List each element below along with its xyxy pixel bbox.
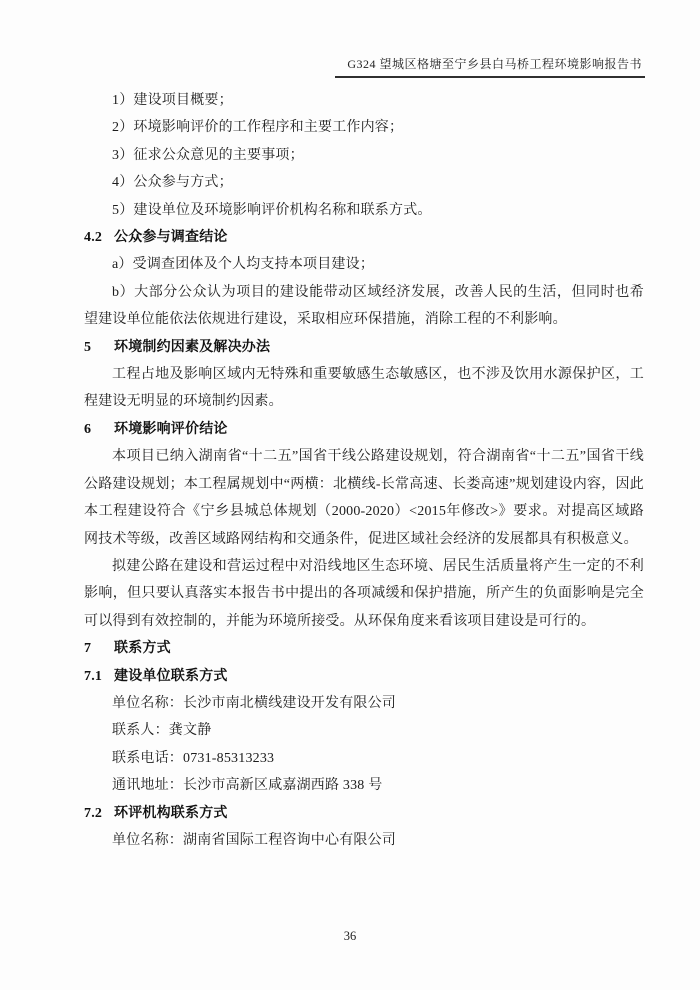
contact-unit-name: 单位名称：长沙市南北横线建设开发有限公司 xyxy=(112,695,396,711)
list-item-5: 5）建设单位及环境影响评价机构名称和联系方式。 xyxy=(112,202,432,218)
contact-person: 联系人：龚文静 xyxy=(112,723,212,739)
conclusion-item-a: a）受调查团体及个人均支持本项目建设； xyxy=(112,257,375,273)
section-5-paragraph: 工程占地及影响区域内无特殊和重要敏感生态敏感区，也不涉及饮用水源保护区，工程建设无明显的环境制约因素。 xyxy=(84,367,644,410)
page-header xyxy=(0,55,645,78)
section-5-title: 环境制约因素及解决办法 xyxy=(114,339,271,355)
contact-address: 通讯地址：长沙市高新区咸嘉湖西路 338 号 xyxy=(112,778,383,794)
list-item-3: 3）征求公众意见的主要事项； xyxy=(112,147,304,163)
list-item-4: 4）公众参与方式； xyxy=(112,175,233,191)
list-item-1: 1）建设项目概要； xyxy=(112,93,233,108)
section-7-2-heading xyxy=(84,800,644,827)
section-7-number: 7 xyxy=(84,641,92,657)
contact-phone: 联系电话：0731-85313233 xyxy=(112,750,275,766)
section-7-1-heading xyxy=(84,663,644,690)
section-6-paragraph-1: 本项目已纳入湖南省“十二五”国省干线公路建设规划，符合湖南省“十二五”国省干线公路建设规划；本工程属规划中“两横：北横线-长常高速、长娄高速”规划建设内容，因此本工程建设符合《宁乡县城总体规划（2000-2020）<2015年修改>》要求。对提高区域路网技术等级，改善区域路网结构和交通条件，促进区域社会经济的发展都具有积极意义。 xyxy=(84,449,644,547)
section-7-2-title: 环评机构联系方式 xyxy=(114,805,228,821)
section-6-title: 环境影响评价结论 xyxy=(114,421,228,437)
section-6-heading xyxy=(84,416,644,443)
section-6-paragraph-2: 拟建公路在建设和营运过程中对沿线地区生态环境、居民生活质量将产生一定的不利影响，但只要认真落实本报告书中提出的各项减缓和保护措施，所产生的负面影响是完全可以得到有效控制的，并能为环境所接受。从环保角度来看该项目建设是可行的。 xyxy=(84,558,644,629)
list-item-2: 2）环境影响评价的工作程序和主要工作内容； xyxy=(112,120,404,136)
running-head-title: G324 望城区格塘至宁乡县白马桥工程环境影响报告书 xyxy=(335,55,645,78)
section-4-2-title: 公众参与调查结论 xyxy=(114,230,228,246)
section-7-title: 联系方式 xyxy=(114,641,171,657)
section-7-1-number: 7.1 xyxy=(84,668,103,684)
document-body xyxy=(84,87,644,854)
section-7-heading xyxy=(84,635,644,662)
conclusion-item-b: b）大部分公众认为项目的建设能带动区域经济发展，改善人民的生活，但同时也希望建设单位能依法依规进行建设，采取相应环保措施，消除工程的不利影响。 xyxy=(84,284,644,328)
section-6-number: 6 xyxy=(84,421,92,437)
section-4-2-number: 4.2 xyxy=(84,230,103,246)
section-7-1-title: 建设单位联系方式 xyxy=(114,668,228,684)
section-5-heading xyxy=(84,334,644,361)
page-number: 36 xyxy=(343,929,357,943)
section-5-number: 5 xyxy=(84,339,92,355)
section-7-2-number: 7.2 xyxy=(84,805,103,821)
eia-agency-unit-name: 单位名称：湖南省国际工程咨询中心有限公司 xyxy=(112,832,396,848)
section-4-2-heading xyxy=(84,224,644,251)
